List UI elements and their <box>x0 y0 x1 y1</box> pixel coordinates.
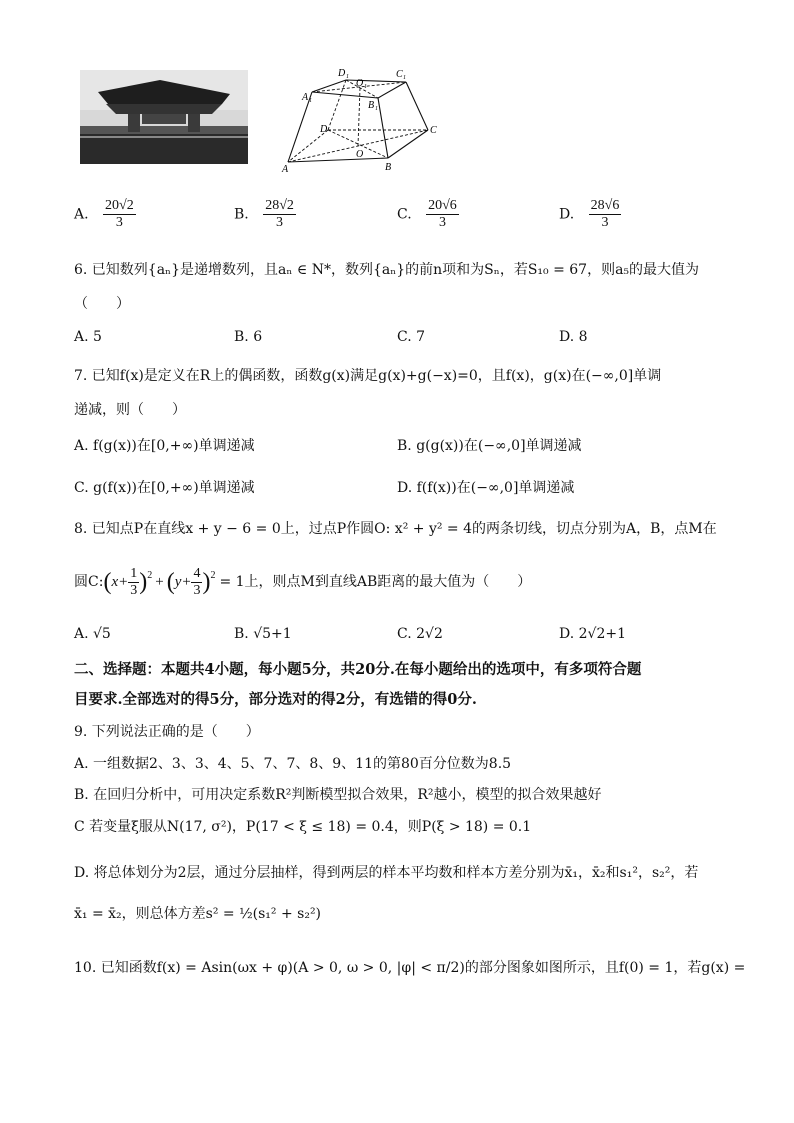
label-B1-sub: 1 <box>375 106 378 112</box>
label-A1-sub: 1 <box>309 98 312 104</box>
fraction: $\frac{28√6}{3}$ <box>590 198 620 230</box>
label-D1: D <box>338 68 346 79</box>
option-label: D. <box>559 206 575 223</box>
q5-option-b[interactable] <box>234 198 296 231</box>
q9-option-d-cont: x̄₁ = x̄₂，则总体方差s² = ½(s₁² + s₂²) <box>74 906 322 922</box>
label-D1-sub: 1 <box>346 74 349 80</box>
q7-stem: 7. 已知f(x)是定义在R上的偶函数，函数g(x)满足g(x)+g(−x)=0，且f(x)，g(x)在(−∞,0]单调 <box>74 368 662 384</box>
q7-option-b[interactable]: B. g(g(x))在(−∞,0]单调递减 <box>397 438 582 454</box>
label-C1-sub: 1 <box>403 75 406 81</box>
fraction: $\frac{20√6}{3}$ <box>428 198 457 230</box>
q9-option-d[interactable]: D. 将总体划分为2层，通过分层抽样，得到两层的样本平均数和样本方差分别为x̄₁，x̄₂和s₁²，s₂²，若 <box>74 865 699 881</box>
q7-stem-cont: 递减，则（ ） <box>74 402 186 418</box>
q5-option-c[interactable] <box>397 198 459 231</box>
q10-stem: 10. 已知函数f(x) = Asin(ωx + φ)(A > 0, ω > 0, |φ| < π/2)的部分图象如图所示，且f(0) = 1，若g(x) = <box>74 960 746 976</box>
q7-option-c[interactable]: C. g(f(x))在[0,+∞)单调递减 <box>74 480 255 496</box>
q5-option-d[interactable] <box>559 198 621 231</box>
q9-option-b[interactable]: B. 在回归分析中，可用决定系数R²判断模型拟合效果，R²越小，模型的拟合效果越好 <box>74 787 602 803</box>
label-A1: A <box>302 92 309 103</box>
q8-circle-suffix: = 1上，则点M到直线AB距离的最大值为（ ） <box>219 574 532 590</box>
q6-paren: （ ） <box>74 296 130 312</box>
label-C1: C <box>396 69 403 80</box>
label-B1: B <box>368 100 375 111</box>
q8-option-b[interactable]: B. √5+1 <box>234 626 292 642</box>
label-B: B <box>385 162 392 173</box>
option-label: A. <box>74 206 89 223</box>
q8-option-d[interactable]: D. 2√2+1 <box>559 626 626 642</box>
q6-option-d[interactable]: D. 8 <box>559 329 588 345</box>
q8-circle-line <box>74 562 531 602</box>
q6-stem: 6. 已知数列{aₙ}是递增数列，且aₙ ∈ N*，数列{aₙ}的前n项和为Sₙ，若S₁₀ = 67，则a₅的最大值为 <box>74 262 700 278</box>
q6-option-b[interactable]: B. 6 <box>234 329 263 345</box>
option-label: B. <box>234 206 249 223</box>
q6-option-c[interactable]: C. 7 <box>397 329 426 345</box>
label-A: A <box>282 164 289 174</box>
label-O1-sub: 1 <box>364 84 367 90</box>
option-label: C. <box>397 206 412 223</box>
q8-option-a[interactable]: A. √5 <box>74 626 111 642</box>
label-O1: O <box>356 78 364 89</box>
q5-option-a[interactable] <box>74 198 136 231</box>
label-C: C <box>430 125 437 136</box>
q7-option-d[interactable]: D. f(f(x))在(−∞,0]单调递减 <box>397 480 575 496</box>
q9-stem: 9. 下列说法正确的是（ ） <box>74 724 260 740</box>
section2-heading-line1: 二、选择题：本题共4小题，每小题5分，共20分.在每小题给出的选项中，有多项符合题 <box>74 661 642 678</box>
q9-option-c[interactable]: C 若变量ξ服从N(17, σ²)，P(17 < ξ ≤ 18) = 0.4，则P(ξ > 18) = 0.1 <box>74 819 532 835</box>
q8-circle-prefix: 圆C: <box>74 574 104 590</box>
q9-option-a[interactable]: A. 一组数据2、3、3、4、5、7、7、8、9、11的第80百分位数为8.5 <box>74 756 512 772</box>
building-photo <box>80 70 248 164</box>
q8-option-c[interactable]: C. 2√2 <box>397 626 443 642</box>
label-D: D <box>320 124 328 135</box>
fraction: $\frac{28√2}{3}$ <box>265 198 294 230</box>
q8-circle-equation: ( x+ $\frac{1}{3}$ ) $^2$ + ( y+ $\frac{4}{3}$ ) $^2$ <box>103 565 216 598</box>
label-O: O <box>356 149 364 160</box>
frustum-diagram <box>280 62 450 174</box>
fraction: $\frac{20√2}{3}$ <box>105 198 134 230</box>
q7-option-a[interactable]: A. f(g(x))在[0,+∞)单调递减 <box>74 438 255 454</box>
q6-option-a[interactable]: A. 5 <box>74 329 102 345</box>
q8-stem: 8. 已知点P在直线x + y − 6 = 0上，过点P作圆O: x² + y² = 4的两条切线，切点分别为A，B，点M在 <box>74 521 717 537</box>
section2-heading-line2: 目要求.全部选对的得5分，部分选对的得2分，有选错的得0分. <box>74 691 477 708</box>
